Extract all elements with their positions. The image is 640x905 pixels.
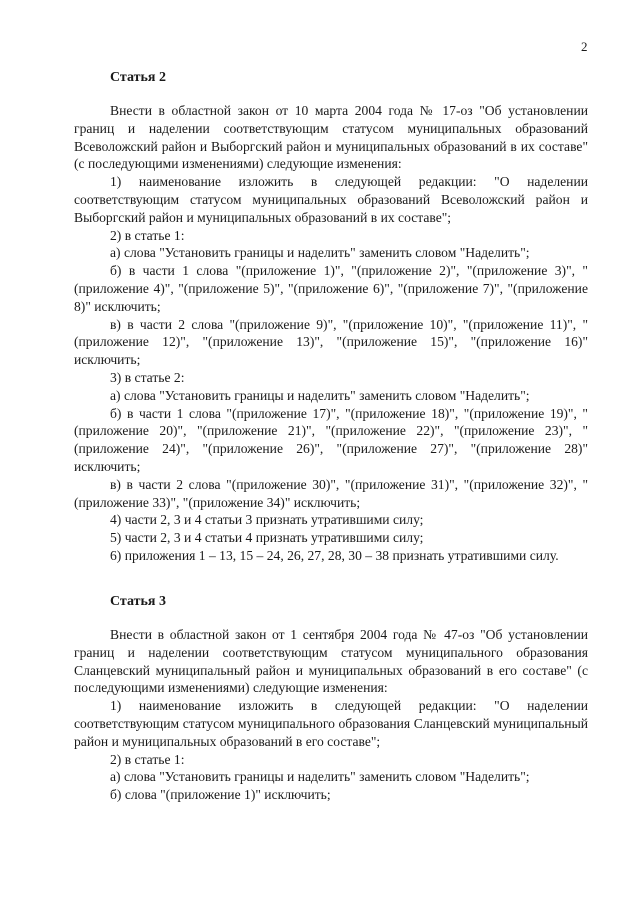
article-2-body <box>74 102 588 565</box>
article-2-item-3b: б) в части 1 слова "(приложение 17)", "(приложение 18)", "(приложение 19)", "(приложение 20)", "(приложение 21)", "(приложение 22)", "(приложение 23)", "(приложение 24)", "(приложение 26)", "(приложение 27)", "(приложение 28)" исключить; <box>74 405 588 474</box>
page-number: 2 <box>581 39 588 54</box>
article-2-item-3a: а) слова "Установить границы и наделить" заменить словом "Наделить"; <box>110 387 530 403</box>
article-2-item-1: 1) наименование изложить в следующей редакции: "О наделении соответствующим статусом муниципальных образований Всеволожский район и Выборгский район и муниципальных образований в их составе"; <box>74 174 588 225</box>
article-2-item-6: 6) приложения 1 – 13, 15 – 24, 26, 27, 28, 30 – 38 признать утратившими силу. <box>110 547 559 563</box>
article-3-item-2a: а) слова "Установить границы и наделить" заменить словом "Наделить"; <box>110 769 530 785</box>
article-3-heading: Статья 3 <box>110 594 166 609</box>
article-2-item-2c: в) в части 2 слова "(приложение 9)", "(приложение 10)", "(приложение 11)", "(приложение 12)", "(приложение 13)", "(приложение 15)", "(приложение 16)" исключить; <box>74 316 588 368</box>
article-2-item-3: 3) в статье 2: <box>110 369 185 385</box>
article-3-item-2b: б) слова "(приложение 1)" исключить; <box>110 787 331 803</box>
article-3-item-1: 1) наименование изложить в следующей редакции: "О наделении соответствующим статусом муниципального образования Сланцевский муниципальный район и муниципальных образований в его составе"; <box>74 698 588 749</box>
article-2-item-2a: а) слова "Установить границы и наделить" заменить словом "Наделить"; <box>110 245 530 261</box>
article-3-body <box>74 626 588 804</box>
article-2-heading: Статья 2 <box>110 70 166 85</box>
article-2-item-2: 2) в статье 1: <box>110 227 185 243</box>
article-2-item-4: 4) части 2, 3 и 4 статьи 3 признать утратившими силу; <box>110 512 424 528</box>
article-3-intro: Внести в областной закон от 1 сентября 2004 года № 47-оз "Об установлении границ и наделении соответствующим статусом муниципального образования Сланцевский муниципальный район и муниципальных образований в его составе" (с последующими изменениями) следующие изменения: <box>74 627 588 696</box>
article-3-item-2: 2) в статье 1: <box>110 751 185 767</box>
article-2-item-2b: б) в части 1 слова "(приложение 1)", "(приложение 2)", "(приложение 3)", "(приложение 4)", "(приложение 5)", "(приложение 6)", "(приложение 7)", "(приложение 8)" исключить; <box>74 263 588 314</box>
article-2-intro: Внести в областной закон от 10 марта 2004 года № 17-оз "Об установлении границ и наделении соответствующим статусом муниципальных образований Всеволожский район и Выборгский район и муниципальных образований в их составе" (с последующими изменениями) следующие изменения: <box>74 103 588 172</box>
article-2-item-3c: в) в части 2 слова "(приложение 30)", "(приложение 31)", "(приложение 32)", "(приложение 33)", "(приложение 34)" исключить; <box>74 476 588 510</box>
article-2-item-5: 5) части 2, 3 и 4 статьи 4 признать утратившими силу; <box>110 530 424 546</box>
